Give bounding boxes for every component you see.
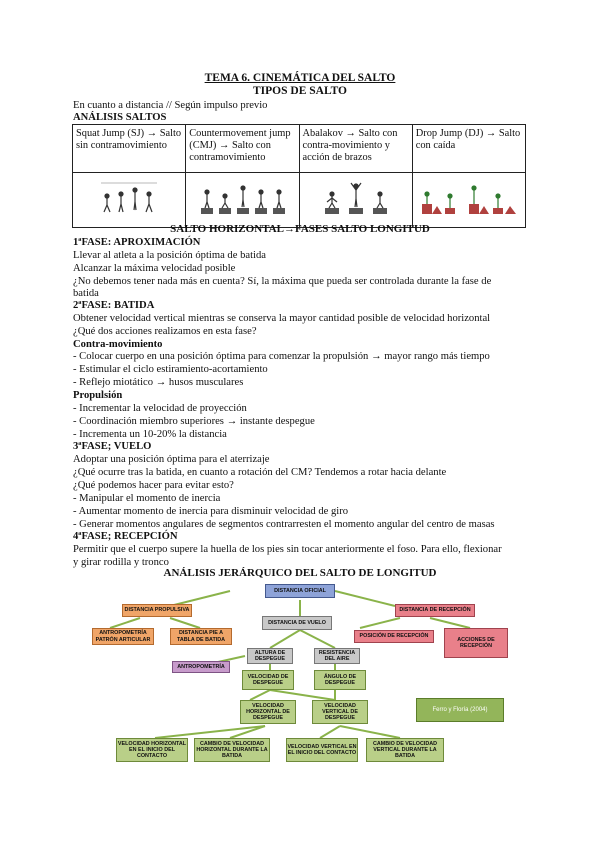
phase3-line: ¿Qué podemos hacer para evitar esto? xyxy=(73,480,234,491)
phase4-line: Permitir que el cuerpo supere la huella de los pies sin tocar anteriormente el foso. Para ello, flexionar xyxy=(73,544,502,555)
box-vertical-velocity-change: CAMBIO DE VELOCIDAD VERTICAL DURANTE LA BATIDA xyxy=(366,738,444,762)
prop-title: Propulsión xyxy=(73,390,123,401)
phase3-line: - Aumentar momento de inercia para disminuir velocidad de giro xyxy=(73,506,349,517)
contra-title: Contra-movimiento xyxy=(73,339,163,350)
cmj-figures xyxy=(186,173,299,228)
drop-jump-figures xyxy=(412,173,525,228)
box-takeoff-velocity: VELOCIDAD DE DESPEGUE xyxy=(242,670,294,690)
box-anthropometry: ANTROPOMETRÍA xyxy=(172,661,230,673)
prop-line: - Coordinación miembro superiores → instante despegue xyxy=(73,416,315,427)
phase1-line: batida xyxy=(73,288,99,299)
drop-jump-figures-icon xyxy=(419,180,519,216)
cmj-figures-icon xyxy=(197,180,287,216)
phase1-line: Llevar al atleta a la posición óptima de batida xyxy=(73,250,266,261)
long-jump-title: SALTO HORIZONTAL→FASES SALTO LONGITUD xyxy=(170,223,430,235)
box-horizontal-takeoff-velocity: VELOCIDAD HORIZONTAL DE DESPEGUE xyxy=(240,700,296,724)
hierarchy-title: ANÁLISIS JERÁRQUICO DEL SALTO DE LONGITUD xyxy=(163,567,437,579)
source-note: Ferro y Floría (2004) xyxy=(416,698,504,722)
section-heading-analisis: ANÁLISIS SALTOS xyxy=(73,112,167,123)
box-vertical-contact-velocity: VELOCIDAD VERTICAL EN EL INICIO DEL CONTACTO xyxy=(286,738,358,762)
contra-line: - Estimular el ciclo estiramiento-acortamiento xyxy=(73,364,268,375)
phase3-line: ¿Qué ocurre tras la batida, en cuanto a rotación del CM? Tendemos a rotar hacia delante xyxy=(73,467,447,478)
box-horizontal-contact-velocity: VELOCIDAD HORIZONTAL EN EL INICIO DEL CONTACTO xyxy=(116,738,188,762)
abalakov-figures-icon xyxy=(321,180,391,216)
hierarchy-diagram xyxy=(70,578,540,778)
squat-jump-figures-icon xyxy=(99,180,159,216)
phase3-line: - Generar momentos angulares de segmentos contrarresten el momento angular del centro de masas xyxy=(73,519,495,530)
jump-type-cell: Squat Jump (SJ) → Salto sin contramovimiento xyxy=(73,125,186,173)
phase3-line: - Manipular el momento de inercia xyxy=(73,493,221,504)
squat-jump-figures xyxy=(73,173,186,228)
box-air-resistance: RESISTENCIA DEL AIRE xyxy=(314,648,360,664)
box-reception-actions: ACCIONES DE RECEPCIÓN xyxy=(444,628,508,658)
box-takeoff-height: ALTURA DE DESPEGUE xyxy=(247,648,293,664)
box-official-distance: DISTANCIA OFICIAL xyxy=(265,584,335,598)
phase1-line: Alcanzar la máxima velocidad posible xyxy=(73,263,236,274)
contra-line: - Colocar cuerpo en una posición óptima para comenzar la propulsión → mayor rango más tiempo xyxy=(73,351,490,362)
phase4-line: y girar rodilla y tronco xyxy=(73,557,169,568)
box-foot-distance: DISTANCIA PIE A TABLA DE BATIDA xyxy=(170,628,232,645)
page-subtitle: TIPOS DE SALTO xyxy=(253,85,347,97)
phase2-line: Obtener velocidad vertical mientras se conserva la mayor cantidad posible de velocidad horizontal xyxy=(73,313,491,324)
prop-line: - Incrementa un 10-20% la distancia xyxy=(73,429,227,440)
phase1-line: ¿No debemos tener nada más en cuenta? Sí, la máxima que pueda ser controlada durante la fase de xyxy=(73,276,492,287)
intro-line: En cuanto a distancia // Según impulso previo xyxy=(73,100,268,111)
jump-type-cell: Abalakov → Salto con contra-movimiento y acción de brazos xyxy=(299,125,412,173)
box-vertical-takeoff-velocity: VELOCIDAD VERTICAL DE DESPEGUE xyxy=(312,700,368,724)
phase2-line: ¿Qué dos acciones realizamos en esta fase? xyxy=(73,326,257,337)
phase3-line: Adoptar una posición óptima para el aterrizaje xyxy=(73,454,270,465)
jump-type-cell: Countermovement jump (CMJ) → Salto con contramovimiento xyxy=(186,125,299,173)
box-reception-position: POSICIÓN DE RECEPCIÓN xyxy=(354,630,434,643)
contra-line: - Reflejo miotático → husos musculares xyxy=(73,377,244,388)
jump-types-table xyxy=(72,124,526,228)
phase3-title: 3ªFASE; VUELO xyxy=(73,441,152,452)
box-propulsive-distance: DISTANCIA PROPULSIVA xyxy=(122,604,192,617)
box-horizontal-velocity-change: CAMBIO DE VELOCIDAD HORIZONTAL DURANTE LA BATIDA xyxy=(194,738,270,762)
phase2-title: 2ªFASE: BATIDA xyxy=(73,300,155,311)
phase4-title: 4ªFASE; RECEPCIÓN xyxy=(73,531,178,542)
box-reception-distance: DISTANCIA DE RECEPCIÓN xyxy=(395,604,475,617)
abalakov-figures xyxy=(299,173,412,228)
phase1-title: 1ªFASE: APROXIMACIÓN xyxy=(73,237,201,248)
box-anthro-pattern: ANTROPOMETRÍA PATRÓN ARTICULAR xyxy=(92,628,154,645)
box-flight-distance: DISTANCIA DE VUELO xyxy=(262,616,332,630)
box-takeoff-angle: ÁNGULO DE DESPEGUE xyxy=(314,670,366,690)
prop-line: - Incrementar la velocidad de proyección xyxy=(73,403,247,414)
jump-type-cell: Drop Jump (DJ) → Salto con caída xyxy=(412,125,525,173)
page-title: TEMA 6. CINEMÁTICA DEL SALTO xyxy=(204,72,396,84)
